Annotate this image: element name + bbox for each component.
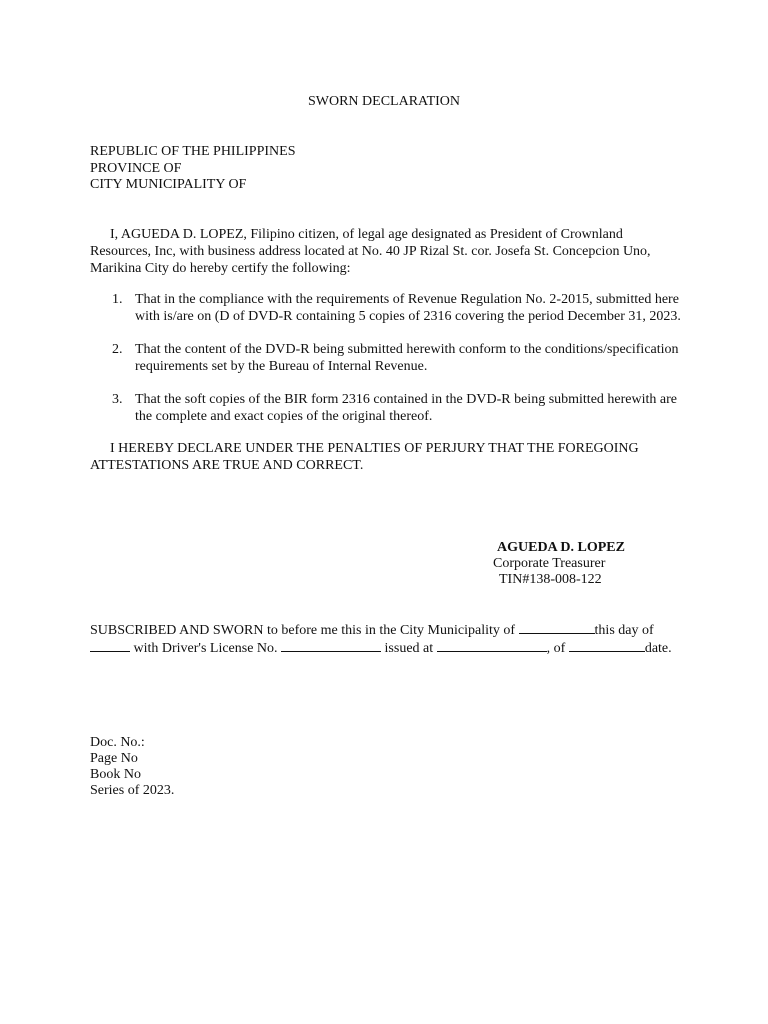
intro-line-3: Marikina City do hereby certify the following: bbox=[90, 261, 351, 276]
signatory-name: AGUEDA D. LOPEZ bbox=[497, 540, 625, 555]
jurat-text: this day of bbox=[594, 623, 654, 638]
list-item-line: That the content of the DVD-R being submitted herewith conform to the conditions/specification bbox=[135, 342, 679, 357]
header-republic: REPUBLIC OF THE PHILIPPINES bbox=[90, 144, 296, 159]
header-province: PROVINCE OF bbox=[90, 160, 182, 176]
signatory-position: Corporate Treasurer bbox=[493, 556, 606, 571]
jurat-paragraph bbox=[90, 621, 710, 657]
list-item bbox=[90, 342, 690, 375]
list-item-line: That the soft copies of the BIR form 2316 contained in the DVD-R being submitted herewith are bbox=[135, 392, 677, 407]
document-title: SWORN DECLARATION bbox=[307, 94, 461, 109]
list-item-number: 1. bbox=[112, 292, 123, 307]
list-item-line: with is/are on (D of DVD-R containing 5 copies of 2316 covering the period December 31, 2023. bbox=[135, 308, 681, 324]
signatory-tin: TIN#138-008-122 bbox=[499, 572, 602, 587]
jurisdiction-header bbox=[90, 144, 296, 194]
list-item-line: That in the compliance with the requirements of Revenue Regulation No. 2-2015, submitted here bbox=[135, 292, 679, 307]
list-item-line: requirements set by the Bureau of Internal Revenue. bbox=[135, 358, 428, 374]
intro-line-1: I, AGUEDA D. LOPEZ, Filipino citizen, of legal age designated as President of Crownland bbox=[110, 227, 623, 242]
blank-municipality bbox=[519, 621, 595, 634]
intro-paragraph bbox=[90, 226, 690, 277]
jurat-text: date. bbox=[644, 641, 672, 656]
notarial-doc-info bbox=[90, 735, 174, 799]
declaration-line-1: I HEREBY DECLARE UNDER THE PENALTIES OF PERJURY THAT THE FOREGOING bbox=[110, 441, 639, 456]
jurat-text: issued at bbox=[381, 641, 437, 656]
jurat-text: with Driver's License No. bbox=[130, 641, 282, 656]
list-item bbox=[90, 392, 690, 425]
blank-license-no bbox=[281, 639, 381, 652]
series: Series of 2023. bbox=[90, 783, 175, 798]
blank-day bbox=[90, 639, 130, 652]
declaration-line-2: ATTESTATIONS ARE TRUE AND CORRECT. bbox=[90, 458, 364, 473]
certification-list bbox=[90, 292, 690, 442]
list-item-line: the complete and exact copies of the original thereof. bbox=[135, 408, 433, 424]
list-item bbox=[90, 292, 690, 325]
header-city: CITY MUNICIPALITY OF bbox=[90, 177, 247, 192]
jurat-text: , of bbox=[546, 641, 569, 656]
jurat-line-2 bbox=[90, 639, 710, 657]
book-no: Book No bbox=[90, 767, 141, 782]
jurat-line-1 bbox=[90, 621, 710, 639]
doc-no: Doc. No.: bbox=[90, 735, 145, 750]
blank-date bbox=[569, 639, 645, 652]
perjury-declaration bbox=[90, 440, 690, 474]
list-item-number: 3. bbox=[112, 392, 123, 407]
jurat-text: SUBSCRIBED AND SWORN to before me this in the City Municipality of bbox=[90, 623, 519, 638]
page-no: Page No bbox=[90, 751, 138, 766]
blank-issued-at bbox=[437, 639, 547, 652]
intro-line-2: Resources, Inc, with business address located at No. 40 JP Rizal St. cor. Josefa St. Concepcion Uno, bbox=[90, 244, 651, 259]
list-item-number: 2. bbox=[112, 342, 123, 357]
